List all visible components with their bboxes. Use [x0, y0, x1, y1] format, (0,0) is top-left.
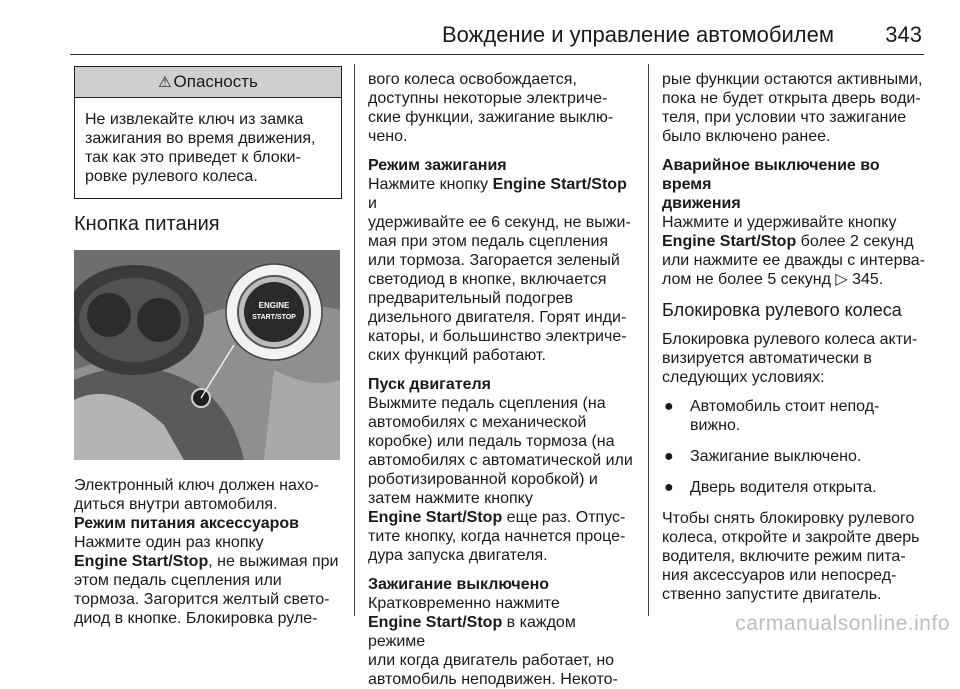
- danger-box: [74, 66, 342, 199]
- warning-triangle-icon: ⚠: [158, 74, 172, 91]
- paragraph: [368, 394, 634, 565]
- bullet-icon: ●: [664, 479, 674, 496]
- bullet-icon: ●: [664, 398, 674, 415]
- section-heading: Блокировка рулевого колеса: [662, 300, 902, 320]
- paragraph: Чтобы снять блокировку рулевого колеса, откройте и закройте дверь водителя, включите режим пита- ния аксессуаров или непосред- ственно запустите двигатель.: [662, 510, 920, 603]
- subheading: Режим питания аксессуаров: [74, 515, 299, 532]
- power-button-photo: [74, 250, 340, 460]
- text: Нажмите один раз кнопку: [74, 534, 264, 551]
- list-item: [662, 397, 928, 435]
- danger-title: Опасность: [173, 72, 258, 91]
- subheading: Пуск двигателя: [368, 376, 491, 393]
- bullet-icon: ●: [664, 448, 674, 465]
- paragraph: [368, 175, 634, 365]
- page-number: 343: [885, 22, 922, 47]
- button-name: Engine Start/Stop: [368, 614, 503, 631]
- text: Кратковременно нажмите: [368, 595, 560, 612]
- text: и удерживайте ее 6 секунд, не выжи- мая при этом педаль сцепления или тормоза. Загорается зеленый светодиод в кнопке, включается предварительный подогрев дизельного двигателя. Горят инди- каторы, и большинство электриче- ских функций работают.: [368, 195, 631, 364]
- danger-header: [75, 67, 341, 98]
- button-name: Engine Start/Stop: [492, 176, 627, 193]
- column-divider: [354, 64, 355, 616]
- paragraph: вого колеса освобождается, доступны некоторые электриче- ские функции, зажигание выклю- чено.: [368, 71, 614, 145]
- text: в каждом режиме или когда двигатель работает, но автомобиль неподвижен. Некото-: [368, 614, 618, 688]
- column-divider: [648, 64, 649, 616]
- paragraph: [662, 213, 928, 289]
- list-item: [662, 478, 928, 497]
- page-header: [70, 14, 924, 55]
- page-reference-icon: ▷: [835, 271, 853, 288]
- button-label-line1: ENGINE: [258, 301, 290, 310]
- list-item: [662, 447, 928, 466]
- condition-list: [662, 397, 928, 497]
- button-name: Engine Start/Stop: [74, 553, 209, 570]
- column-3: [662, 70, 928, 604]
- subheading: Зажигание выключено: [368, 576, 550, 593]
- list-item-text: Дверь водителя открыта.: [690, 479, 877, 496]
- paragraph: Электронный ключ должен нахо- диться внутри автомобиля.: [74, 477, 319, 513]
- column-2: [368, 70, 634, 689]
- page-title: Вождение и управление автомобилем: [441, 22, 834, 47]
- watermark: carmanualsonline.info: [735, 612, 950, 635]
- danger-text: Не извлекайте ключ из замка зажигания во время движения, так как это приведет к блоки- ровке рулевого колеса.: [85, 111, 316, 185]
- text: Нажмите кнопку: [368, 176, 493, 193]
- paragraph: рые функции остаются активными, пока не будет открыта дверь води- теля, при условии что зажигание было включено ранее.: [662, 71, 923, 145]
- paragraph: [74, 533, 342, 628]
- text: еще раз. Отпус- тите кнопку, когда начнется проце- дура запуска двигателя.: [368, 509, 626, 564]
- section-heading: Кнопка питания: [74, 213, 220, 235]
- subheading: Аварийное выключение во время движения: [662, 157, 880, 212]
- button-name: Engine Start/Stop: [662, 233, 797, 250]
- list-item-text: Зажигание выключено.: [690, 448, 862, 465]
- text: более 2 секунд или нажмите ее дважды с интерва- лом не более 5 секунд: [662, 233, 926, 288]
- button-label-line2: START/STOP: [252, 314, 296, 321]
- page-reference[interactable]: 345.: [852, 271, 884, 288]
- paragraph: Блокировка рулевого колеса акти- визируется автоматически в следующих условиях:: [662, 331, 918, 386]
- text: Выжмите педаль сцепления (на автомобилях с механической коробке) или педаль тормоза (на автомобилях с автоматической или роботизированной коробкой) и затем нажмите кнопку: [368, 395, 633, 507]
- text: , не выжимая при этом педаль сцепления или тормоза. Загорится желтый свето- диод в кнопке. Блокировка руле-: [74, 553, 339, 627]
- column-1: [74, 66, 342, 628]
- subheading: Режим зажигания: [368, 157, 507, 174]
- button-name: Engine Start/Stop: [368, 509, 503, 526]
- list-item-text: Автомобиль стоит непод- вижно.: [690, 398, 880, 434]
- text: Нажмите и удерживайте кнопку: [662, 214, 897, 231]
